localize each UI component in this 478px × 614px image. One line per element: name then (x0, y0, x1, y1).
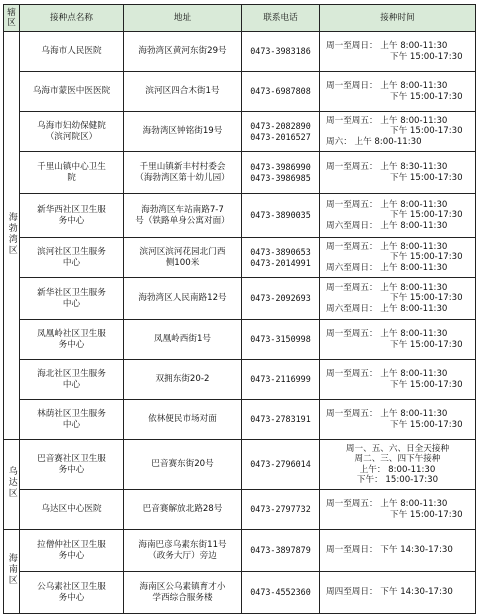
time-cell (320, 238, 476, 278)
time-cell (320, 400, 476, 440)
cell-text-line: 海南巴彦乌素东街11号 (138, 540, 227, 550)
address-cell (124, 194, 242, 238)
time-text-line: 下午 15:00-17:30 (390, 379, 463, 390)
site-name-cell (20, 530, 124, 572)
cell-text-line: 双拥东街20-2 (155, 374, 210, 385)
phone-cell (242, 490, 320, 530)
cell-text-line: 乌海市蒙医中医医院 (32, 86, 111, 97)
table-row (4, 320, 476, 360)
district-cell (4, 440, 20, 530)
time-cell (320, 152, 476, 194)
site-name-cell (20, 72, 124, 112)
cell-text-line: 巴音赛社区卫生服 (37, 454, 106, 464)
cell-text-line: 滨河区四合木街1号 (145, 86, 220, 97)
time-text-line: 下午 15:00-17:30 (390, 210, 463, 221)
time-text-line: 下午： 15:00-17:30 (356, 475, 439, 485)
time-text-line: 周二、三、四下午接种 (354, 454, 441, 464)
site-name-cell (20, 360, 124, 400)
address-cell (124, 572, 242, 614)
time-text-line: 上午： 8:00-11:30 (359, 464, 436, 475)
phone-cell (242, 112, 320, 152)
phone-cell (242, 440, 320, 490)
table-row (4, 72, 476, 112)
address-cell (124, 152, 242, 194)
time-cell (320, 112, 476, 152)
cell-text-line: 院 (67, 172, 76, 183)
cell-text-line: 乌达区中心医院 (41, 504, 102, 515)
time-text-line: 周一至周五： 上午 8:00-11:30 (326, 199, 448, 210)
cell-text-line: 林荫社区卫生服务 (37, 409, 106, 419)
phone-cell (242, 32, 320, 72)
cell-text-line: 0473-2082890 (250, 121, 311, 131)
cell-text-line: 0473-2796014 (250, 459, 311, 470)
time-text-line: 周四至周日： 下午 14:30-17:30 (326, 587, 453, 598)
phone-cell (242, 72, 320, 112)
header-district: 辖区 (4, 5, 20, 32)
phone-cell (242, 238, 320, 278)
cell-text-line: 0473-6987808 (250, 86, 311, 97)
address-cell (124, 400, 242, 440)
time-text-line: 下午 15:00-17:30 (390, 51, 463, 62)
cell-text-line: 0473-2797732 (250, 504, 311, 515)
site-name-cell (20, 490, 124, 530)
site-name-cell (20, 320, 124, 360)
site-name-cell (20, 400, 124, 440)
time-text-line: 周一至周日： 上午 8:00-11:30 (326, 81, 448, 91)
time-text-line: 周六至周日： 上午 8:00-11:30 (326, 303, 448, 314)
table-row (4, 32, 476, 72)
district-name: 海南区 (6, 553, 17, 587)
cell-text-line: 海勃湾区车站南路7-7 (141, 205, 224, 215)
cell-text-line: 千里山镇中心卫生 (37, 162, 106, 172)
time-text-line: 下午 15:00-17:30 (390, 509, 463, 520)
time-text-line: 周一至周五： 上午 8:00-11:30 (326, 369, 448, 379)
cell-text-line: 凤凰岭西街1号 (153, 334, 212, 345)
cell-text-line: 0473-3897879 (250, 545, 311, 556)
cell-text-line: 乌海市人民医院 (41, 46, 102, 57)
cell-text-line: 0473-2014991 (250, 257, 311, 268)
cell-text-line: 拉僧仲社区卫生服 (37, 540, 106, 550)
time-text-line: 周一至周五： 上午 8:30-11:30 (326, 162, 448, 172)
address-cell (124, 72, 242, 112)
cell-text-line: 号（铁路单身公寓对面） (135, 215, 230, 226)
cell-text-line: （滨河院区） (45, 131, 98, 142)
table-row (4, 490, 476, 530)
address-cell (124, 530, 242, 572)
table-row (4, 530, 476, 572)
time-cell (320, 530, 476, 572)
phone-cell (242, 400, 320, 440)
time-text-line: 周一至周五： 上午 8:00-11:30 (326, 409, 448, 419)
cell-text-line: 学西综合服务楼 (152, 592, 213, 603)
cell-text-line: 0473-3986990 (250, 162, 311, 172)
address-cell (124, 490, 242, 530)
cell-text-line: 0473-2092693 (250, 293, 311, 304)
cell-text-line: 千里山镇新丰村村委会 (139, 162, 226, 172)
cell-text-line: 0473-3150998 (250, 334, 311, 345)
time-text-line: 周六： 上午 8:00-11:30 (326, 136, 422, 147)
table-row (4, 360, 476, 400)
header-address: 地址 (124, 5, 242, 32)
cell-text-line: 中心 (62, 257, 81, 268)
cell-text-line: 巴音赛东街20号 (151, 459, 214, 470)
time-text-line: 周一至周日： 上午 8:00-11:30 (326, 41, 448, 51)
cell-text-line: 务中心 (58, 215, 85, 226)
time-cell (320, 440, 476, 490)
table-row (4, 152, 476, 194)
phone-cell (242, 360, 320, 400)
phone-cell (242, 278, 320, 320)
table-row (4, 440, 476, 490)
district-name: 乌达区 (6, 466, 17, 500)
phone-cell (242, 320, 320, 360)
time-text-line: 下午 15:00-17:30 (390, 172, 463, 183)
site-name-cell (20, 152, 124, 194)
time-cell (320, 320, 476, 360)
cell-text-line: （海勃湾区第十幼儿园） (135, 172, 230, 183)
table-row (4, 194, 476, 238)
cell-text-line: 海南区公乌素镇育才小 (139, 582, 226, 592)
cell-text-line: 依林便民市场对面 (148, 414, 217, 425)
cell-text-line: 中心 (62, 298, 81, 309)
district-name: 海勃湾区 (6, 211, 17, 256)
time-cell (320, 572, 476, 614)
table-row (4, 400, 476, 440)
cell-text-line: 海勃湾区黄河东街29号 (138, 46, 227, 57)
cell-text-line: 务中心 (58, 339, 85, 350)
district-cell (4, 530, 20, 614)
cell-text-line: 侧100米 (165, 257, 200, 268)
cell-text-line: 公乌素社区卫生服 (37, 582, 106, 592)
time-text-line: 周一至周日： 下午 14:30-17:30 (326, 545, 453, 556)
table-row (4, 278, 476, 320)
cell-text-line: 0473-3986985 (250, 172, 311, 183)
table-header-row (4, 5, 476, 32)
cell-text-line: 0473-4552360 (250, 587, 311, 598)
time-cell (320, 490, 476, 530)
site-name-cell (20, 238, 124, 278)
site-name-cell (20, 278, 124, 320)
cell-text-line: 新华社区卫生服务 (37, 288, 106, 298)
time-cell (320, 72, 476, 112)
vaccination-sites-table (3, 4, 476, 614)
district-cell (4, 32, 20, 440)
time-cell (320, 194, 476, 238)
time-cell (320, 360, 476, 400)
time-text-line: 下午 15:00-17:30 (390, 252, 463, 263)
cell-text-line: 务中心 (58, 550, 85, 561)
cell-text-line: 滨河社区卫生服务 (37, 247, 106, 257)
cell-text-line: 凤凰岭社区卫生服 (37, 329, 106, 339)
phone-cell (242, 530, 320, 572)
time-text-line: 周一至周五： 上午 8:00-11:30 (326, 329, 448, 339)
cell-text-line: 乌海市妇幼保健院 (37, 121, 106, 131)
time-text-line: 周六至周日： 上午 8:00-11:30 (326, 220, 448, 231)
time-text-line: 下午 15:00-17:30 (390, 126, 463, 137)
header-time: 接种时间 (320, 5, 476, 32)
time-text-line: 周一至周五： 上午 8:00-11:30 (326, 282, 448, 293)
time-text-line: 周一至周五： 上午 8:00-11:30 (326, 241, 448, 252)
time-text-line: 下午 15:00-17:30 (390, 339, 463, 350)
cell-text-line: 滨河区滨河花园北门西 (139, 247, 226, 257)
address-cell (124, 278, 242, 320)
site-name-cell (20, 572, 124, 614)
table-row (4, 238, 476, 278)
table-row (4, 572, 476, 614)
cell-text-line: 0473-3983186 (250, 46, 311, 57)
time-text-line: 下午 15:00-17:30 (390, 293, 463, 304)
cell-text-line: 海北社区卫生服务 (37, 369, 106, 379)
address-cell (124, 320, 242, 360)
site-name-cell (20, 440, 124, 490)
cell-text-line: 新华西社区卫生服 (37, 205, 106, 215)
address-cell (124, 32, 242, 72)
time-text-line: 下午 15:00-17:30 (390, 91, 463, 102)
address-cell (124, 440, 242, 490)
time-cell (320, 278, 476, 320)
cell-text-line: 务中心 (58, 464, 85, 475)
cell-text-line: 务中心 (58, 592, 85, 603)
site-name-cell (20, 194, 124, 238)
address-cell (124, 238, 242, 278)
address-cell (124, 360, 242, 400)
cell-text-line: 0473-3890653 (250, 247, 311, 257)
cell-text-line: 0473-2016527 (250, 131, 311, 142)
time-text-line: 周一至周五： 上午 8:00-11:30 (326, 115, 448, 126)
header-site: 接种点名称 (20, 5, 124, 32)
time-cell (320, 32, 476, 72)
header-phone: 联系电话 (242, 5, 320, 32)
site-name-cell (20, 112, 124, 152)
cell-text-line: 中心 (62, 419, 81, 430)
cell-text-line: 中心 (62, 379, 81, 390)
time-text-line: 周一至周五： 上午 8:00-11:30 (326, 499, 448, 509)
time-text-line: 下午 15:00-17:30 (390, 419, 463, 430)
site-name-cell (20, 32, 124, 72)
table-body (4, 32, 476, 614)
cell-text-line: 巴音赛解放北路28号 (142, 504, 223, 515)
cell-text-line: 0473-2783191 (250, 414, 311, 425)
time-text-line: 周六至周日： 上午 8:00-11:30 (326, 262, 448, 273)
cell-text-line: 海勃湾区人民南路12号 (138, 293, 227, 304)
time-text-line: 周一、五、六、日全天接种 (345, 443, 450, 454)
cell-text-line: （政务大厅）旁边 (148, 550, 217, 561)
cell-text-line: 0473-2116999 (250, 374, 311, 385)
cell-text-line: 0473-3890035 (250, 210, 311, 221)
phone-cell (242, 572, 320, 614)
table-row (4, 112, 476, 152)
phone-cell (242, 152, 320, 194)
phone-cell (242, 194, 320, 238)
cell-text-line: 海勃湾区钟铭街19号 (142, 126, 223, 137)
address-cell (124, 112, 242, 152)
